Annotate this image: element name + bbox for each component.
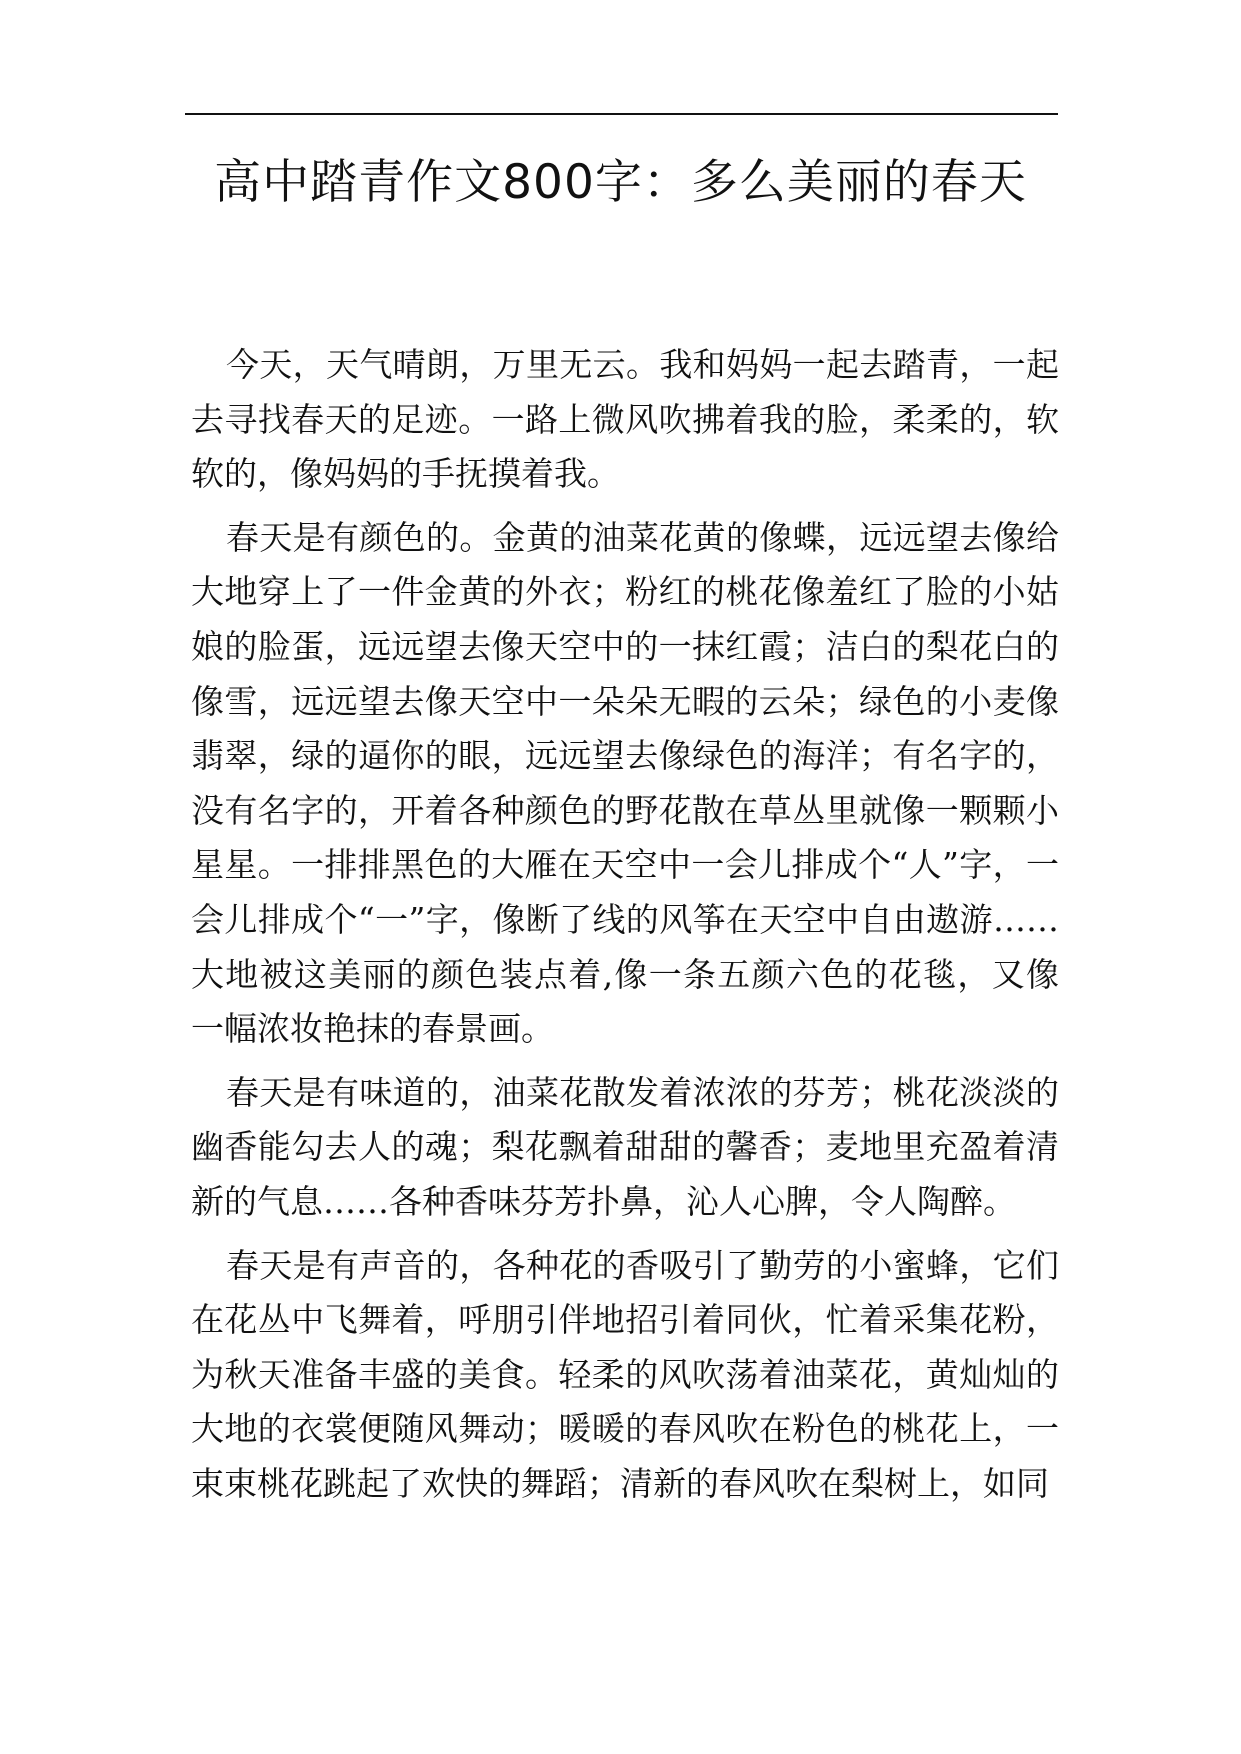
header-rule bbox=[185, 113, 1058, 115]
paragraph: 春天是有颜色的。金黄的油菜花黄的像蝶，远远望去像给大地穿上了一件金黄的外衣；粉红的桃花像羞红了脸的小姑娘的脸蛋，远远望去像天空中的一抹红霞；洁白的梨花白的像雪，远远望去像天空中一朵朵无暇的云朵；绿色的小麦像翡翠，绿的逼你的眼，远远望去像绿色的海洋；有名字的，没有名字的，开着各种颜色的野花散在草丛里就像一颗颗小星星。一排排黑色的大雁在天空中一会儿排成个“人”字，一会儿排成个“一”字，像断了线的风筝在天空中自由遨游……大地被这美丽的颜色装点着,像一条五颜六色的花毯，又像一幅浓妆艳抹的春景画。 bbox=[191, 517, 1059, 1049]
paragraph: 春天是有味道的，油菜花散发着浓浓的芬芳；桃花淡淡的幽香能勾去人的魂；梨花飘着甜甜的馨香；麦地里充盈着清新的气息……各种香味芬芳扑鼻，沁人心脾，令人陶醉。 bbox=[191, 1072, 1059, 1221]
document-title: 高中踏青作文800字：多么美丽的春天 bbox=[214, 155, 1027, 210]
document-body bbox=[191, 338, 1059, 1520]
paragraph: 春天是有声音的，各种花的香吸引了勤劳的小蜜蜂，它们在花丛中飞舞着，呼朋引伴地招引着同伙，忙着采集花粉，为秋天准备丰盛的美食。轻柔的风吹荡着油菜花，黄灿灿的大地的衣裳便随风舞动；暖暖的春风吹在粉色的桃花上，一束束桃花跳起了欢快的舞蹈；清新的春风吹在梨树上，如同 bbox=[191, 1245, 1059, 1503]
paragraph: 今天，天气晴朗，万里无云。我和妈妈一起去踏青，一起去寻找春天的足迹。一路上微风吹拂着我的脸，柔柔的，软软的，像妈妈的手抚摸着我。 bbox=[191, 345, 1059, 494]
